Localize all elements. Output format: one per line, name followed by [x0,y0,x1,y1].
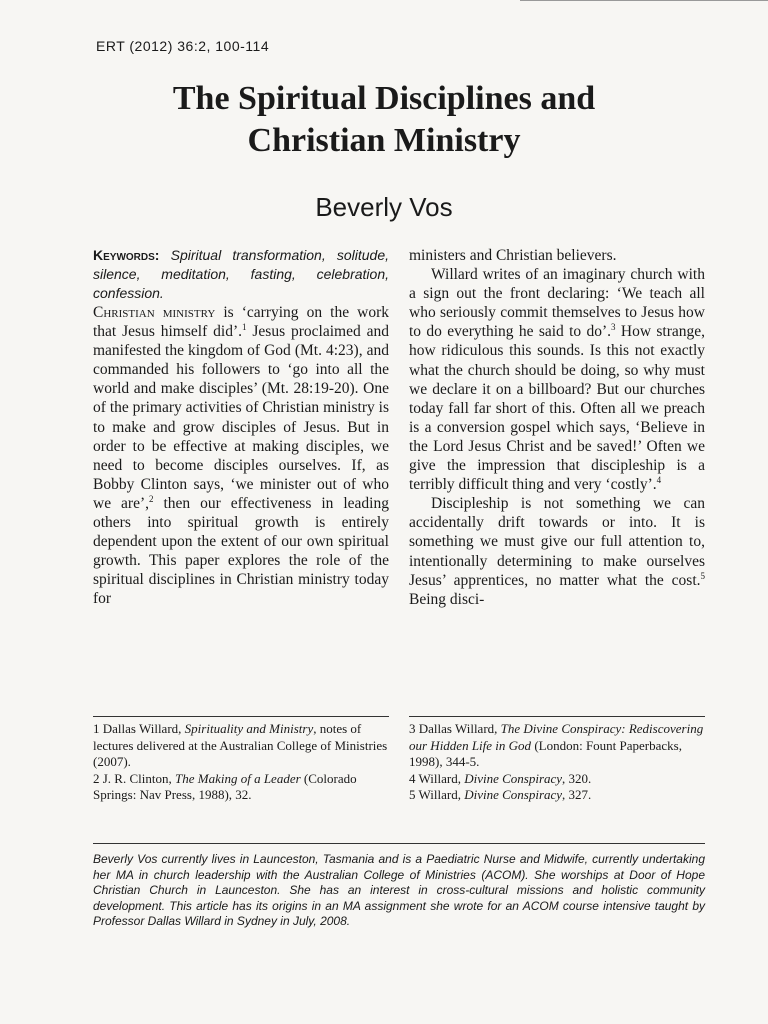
footnote-number: 4 [409,770,416,786]
footnote-number: 3 [409,721,416,736]
footnote-rule-right [409,716,705,717]
paragraph-3 [409,494,705,609]
footnote-number: 5 [409,787,416,802]
keywords [93,246,389,303]
paragraph-2-text-a: Willard writes of an imaginary church with a sign out the front declaring: ‘We teach all who seriously commit themselves to Jesus how to do everything he said to do’. [409,266,705,341]
footnote-title: The Making of a Leader [175,770,301,786]
author-bio: Beverly Vos currently lives in Launceston, Tasmania and is a Paediatric Nurse and Midwife, currently undertaking her MA in church leadership with the Australian College of Ministries (ACOM). She worships at Door of Hope Christian Church in Launceston. She has an interest in cross-cultural missions and holistic community development. This article has its origins in an MA assignment she wrote for an ACOM course intensive taught by Professor Dallas Willard in Sydney in July, 2008. [93,852,705,928]
footnote-title: Spirituality and Ministry [184,721,314,736]
footnote-ref-1: 1 [241,321,247,332]
paragraph-1 [93,303,389,609]
footnote-2 [93,771,389,804]
footnotes-left [93,721,389,804]
paragraph-2-text-b: How strange, how ridiculous this sounds. Is this not exactly what the church should be doing, so why must we declare it on a billboard? But our churches today fall far short of this. Often all we preach is a conversion gospel which says, ‘Believe in the Lord Jesus Christ and be saved!’ Often we give the impression that discipleship is a terribly difficult thing and very ‘costly’. [409,323,705,494]
footnote-title: Divine Conspiracy [464,770,563,786]
journal-citation: ERT (2012) 36:2, 100-114 [96,38,270,54]
footnote-title: Divine Conspiracy [464,787,563,802]
footnote-text: , 327. [562,787,592,802]
footnote-text: Willard, [415,787,465,802]
keywords-text: Spiritual transformation, solitude, silence, meditation, fasting, celebration, confession. [93,247,390,301]
footnote-text: Dallas Willard, [415,721,501,736]
lead-in: Christian ministry [93,304,216,321]
footnote-text: Dallas Willard, [99,721,185,736]
footnote-ref-4: 4 [656,474,662,485]
footnote-text: Willard, [415,770,465,786]
footnotes-right [409,721,705,804]
footnote-rule-left [93,716,389,717]
left-column [93,246,389,609]
footnote-5 [409,787,705,804]
title-line-2: Christian Ministry [247,122,521,159]
footnote-ref-2: 2 [149,493,154,504]
footnote-text: , notes of lectures delivered at the Australian College of Ministries (2007). [93,721,388,769]
footnote-number: 1 [93,721,100,736]
footnote-text: , 320. [562,770,592,786]
title-line-1: The Spiritual Disciplines and [172,80,596,117]
author-name: Beverly Vos [315,192,453,222]
footnote-text: (London: Fount Paperbacks, 1998), 344-5. [409,737,682,769]
keywords-label: Keywords: [93,247,160,263]
footnote-title: The Divine Conspiracy: Rediscovering our Hidden Life in God [409,721,704,753]
paragraph-1-text-a: is ‘carrying on the work that Jesus himself did’. [93,304,390,341]
footnote-3 [409,721,705,771]
footnote-number: 2 [93,770,100,786]
footnote-text: J. R. Clinton, [99,770,175,786]
right-column [409,246,705,609]
footnote-text: (Colorado Springs: Nav Press, 1988), 32. [93,770,357,802]
footnote-4 [409,771,705,788]
article-title [0,78,768,162]
footnote-1 [93,721,389,771]
paragraph-3-text-a: Discipleship is not something we can accidentally drift towards or into. It is something we must give our full attention to, intentionally determining to make ourselves Jesus’ apprentices, no matter what the cost. [409,495,705,589]
paragraph-2 [409,265,705,494]
bio-rule [93,843,705,844]
paragraph-3-text-b: Being disci- [409,590,485,608]
paragraph-1-text-c: then our effectiveness in leading others into spiritual growth is entirely dependent upon the extent of our own spiritual growth. This paper explores the role of the spiritual disciplines in Christian ministry today for [93,494,389,608]
footnote-ref-5: 5 [700,570,705,581]
top-edge-rule [520,0,768,1]
footnote-ref-3: 3 [611,322,616,333]
paragraph-1-text-b: Jesus proclaimed and manifested the kingdom of God (Mt. 4:23), and commanded his followers to ‘go into all the world and make disciples’ (Mt. 28:19-20). One of the primary activities of Christian ministry is to make and grow disciples of Jesus. But in order to be effective at making disciples, we need to become disciples ourselves. If, as Bobby Clinton says, ‘we minister out of who we are’, [93,323,389,512]
paragraph-1-continued: ministers and Christian believers. [409,247,617,264]
